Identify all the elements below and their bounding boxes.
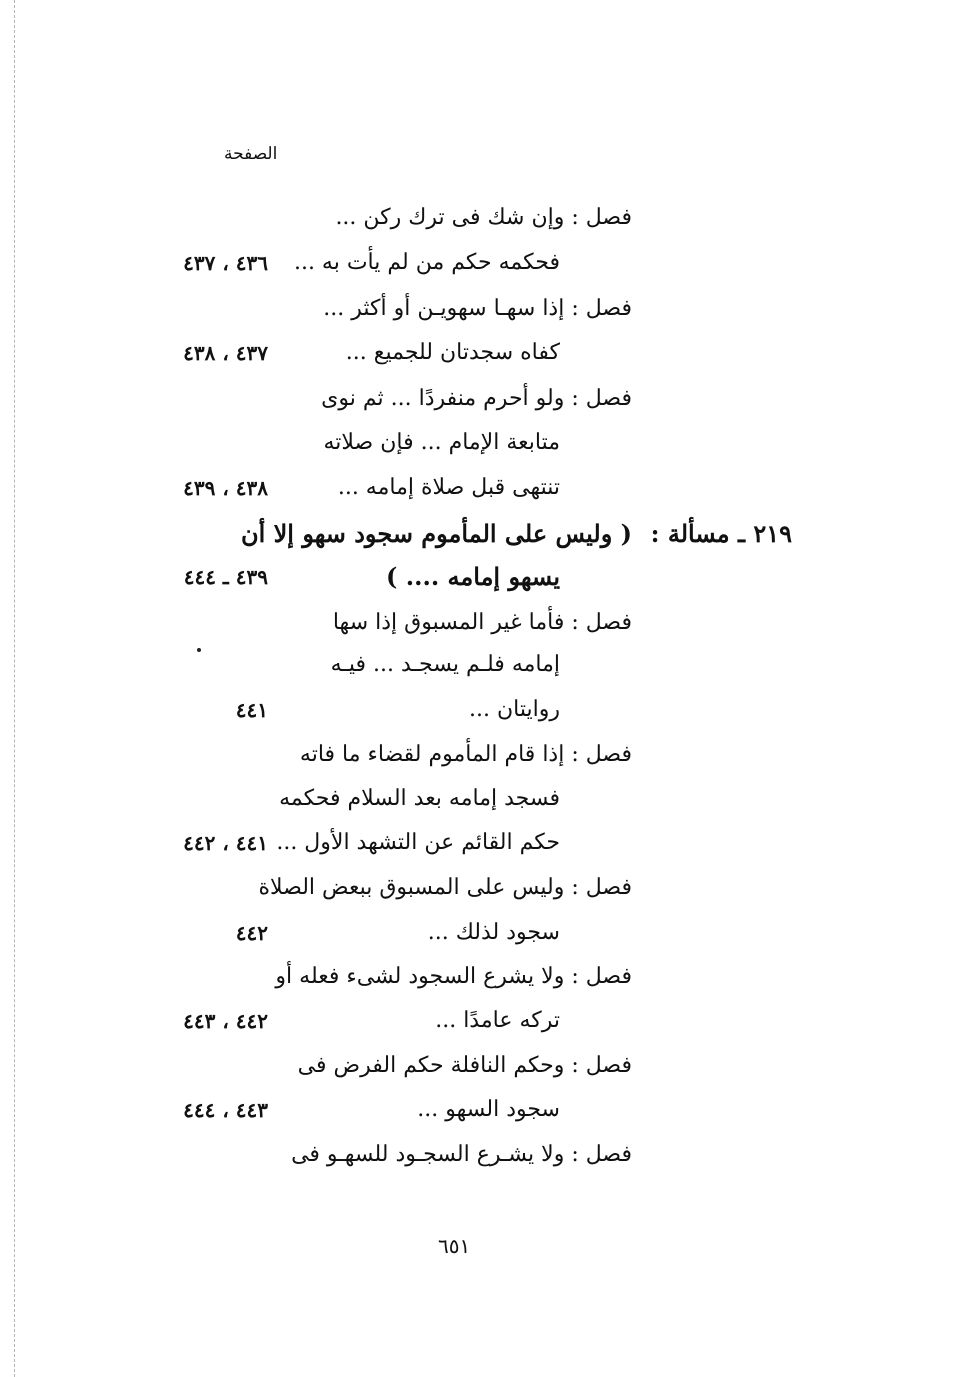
entry-text: فصل : وحكم النافلة حكم الفرض فى: [297, 1053, 632, 1078]
toc-entry: [0, 645, 978, 685]
entry-text: سجود لذلك ...: [427, 920, 560, 945]
entry-text: فصل : إذا سهـا سهويـن أو أكثر ...: [323, 296, 632, 321]
entry-text: فصل : فأما غير المسبوق إذا سها: [332, 610, 632, 635]
entry-pages: ٤٤٣ ، ٤٤٤: [183, 1098, 268, 1122]
toc-entry: [0, 823, 978, 863]
toc-entry: [0, 1001, 978, 1041]
entry-pages: ٤٣٨ ، ٤٣٩: [183, 476, 268, 500]
entry-text: فسجد إمامه بعد السلام فحكمه: [279, 786, 560, 811]
toc-entry: [0, 913, 978, 953]
entry-pages: ٤٣٦ ، ٤٣٧: [183, 251, 268, 275]
entry-pages: ٤٣٧ ، ٤٣٨: [183, 341, 268, 365]
toc-entry: [0, 379, 978, 419]
entry-text: ( وليس على المأموم سجود سهو إلا أن: [240, 519, 632, 548]
entry-pages: ٤٤٢: [235, 921, 268, 945]
entry-pages: ٤٣٩ ـ ٤٤٤: [183, 565, 268, 589]
entry-pages: ٤٤٢ ، ٤٤٣: [183, 1009, 268, 1033]
entry-text: روايتان ...: [469, 697, 560, 722]
toc-entry: [0, 1046, 978, 1086]
toc-entry: [0, 289, 978, 329]
entry-text: فصل : إذا قام المأموم لقضاء ما فاته: [299, 742, 632, 767]
entry-text: فصل : ولو أحرم منفردًا ... ثم نوى: [321, 386, 632, 411]
toc-entry: [0, 1135, 978, 1175]
entry-pages: ٤٤١ ، ٤٤٢: [183, 831, 268, 855]
toc-entry: [0, 690, 978, 730]
toc-entry: [0, 333, 978, 373]
toc-entry: [0, 779, 978, 819]
entry-text: إمامه فلـم يسجـد ... فيـه: [330, 652, 560, 677]
entry-text: فصل : وليس على المسبوق ببعض الصلاة: [258, 875, 632, 900]
entry-text: فصل : وإن شك فى ترك ركن ...: [335, 205, 632, 230]
entry-text: فحكمه حكم من لم يأت به ...: [293, 250, 560, 275]
entry-text: تنتهى قبل صلاة إمامه ...: [337, 475, 560, 500]
toc-entry: [0, 198, 978, 238]
masala-label: ٢١٩ ـ مسألة :: [650, 519, 792, 548]
entry-text: فصل : ولا يشـرع السجـود للسهـو فى: [291, 1142, 632, 1167]
toc-entry: [0, 423, 978, 463]
entry-pages: ٤٤١: [235, 698, 268, 722]
entry-text: كفاه سجدتان للجميع ...: [345, 340, 560, 365]
toc-entry-masala: [0, 514, 978, 554]
entry-text: حكم القائم عن التشهد الأول ...: [276, 830, 560, 855]
entry-text: فصل : ولا يشرع السجود لشىء فعله أو: [275, 964, 632, 989]
toc-entry: [0, 243, 978, 283]
toc-entry: [0, 468, 978, 508]
toc-entry: [0, 603, 978, 643]
page-column-header: الصفحة: [224, 144, 278, 164]
toc-entry: [0, 957, 978, 997]
toc-entry: [0, 1090, 978, 1130]
page-number: ٦٥١: [438, 1234, 471, 1258]
entry-text: تركه عامدًا ...: [435, 1008, 560, 1033]
toc-entry: [0, 557, 978, 597]
entry-text: متابعة الإمام ... فإن صلاته: [323, 430, 560, 455]
toc-entry: [0, 868, 978, 908]
entry-text: سجود السهو ...: [417, 1097, 560, 1122]
toc-entry: [0, 735, 978, 775]
stray-dot-mark: [197, 648, 201, 652]
entry-text: يسهو إمامه .... ): [386, 562, 560, 591]
